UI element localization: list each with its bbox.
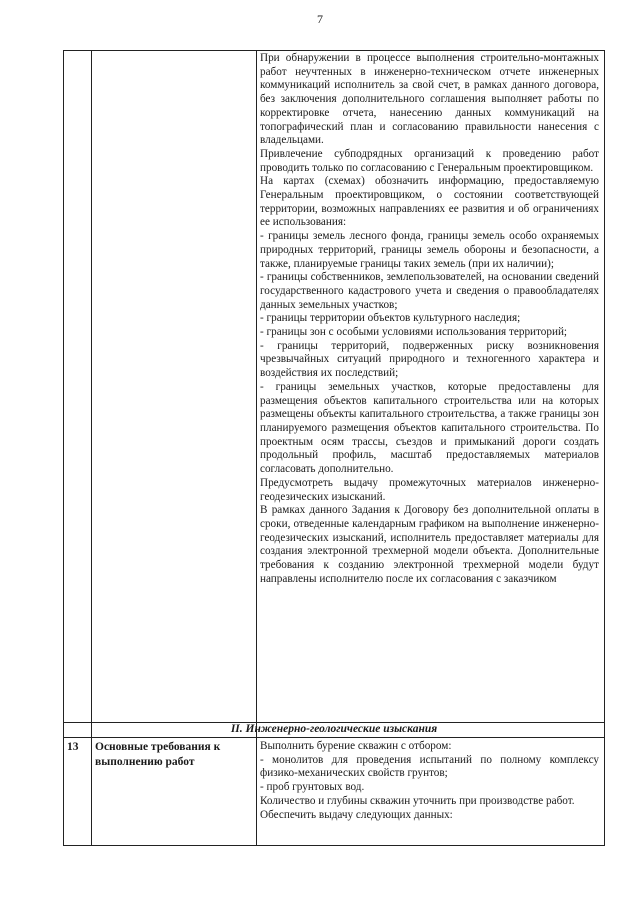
list-item: - границы земельных участков, которые предоставлены для размещения объектов капитального строительства или на которых размещены объекты капитального строительства, а также границы зон планируемого размещения объектов капитального строительства. По проектным осям трассы, съездов и примыканий дороги создать продольный профиль, масштаб предоставляемых материалов согласовать дополнительно.: [260, 380, 599, 476]
paragraph: При обнаружении в процессе выполнения строительно-монтажных работ неучтенных в инженерно-техническом отчете инженерных коммуникаций исполнитель за свой счет, в рамках данного договора, без заключения дополнительного соглашения выполняет работы по корректировке отчета, нанесению данных коммуникаций на топографический план и согласованию правильности нанесения с владельцами.: [260, 52, 599, 147]
list-item: - монолитов для проведения испытаний по полному комплексу физико-механических свойств грунтов;: [260, 753, 599, 780]
row-number: 13: [67, 741, 79, 753]
page-number: 7: [317, 12, 323, 26]
list-item: - границы собственников, землепользователей, на основании сведений государственного кадастрового учета и сведения о правообладателях данных земельных участков;: [260, 271, 599, 311]
paragraph: Привлечение субподрядных организаций к проведению работ проводить только по согласованию с Генеральным проектировщиком.: [260, 147, 599, 174]
continuation-cell: [260, 52, 599, 586]
list-item: - проб грунтовых вод.: [260, 781, 365, 794]
list-item: - границы территорий, подверженных риску возникновения чрезвычайных ситуаций природного и техногенного характера и воздействия их последствий;: [260, 339, 599, 380]
paragraph: Предусмотреть выдачу промежуточных материалов инженерно-геодезических изысканий.: [260, 476, 599, 503]
paragraph: Обеспечить выдачу следующих данных:: [260, 808, 453, 821]
paragraph: Количество и глубины скважин уточнить при производстве работ.: [260, 794, 575, 807]
row-name: Основные требования к выполнению работ: [95, 741, 221, 768]
list-item: - границы земель лесного фонда, границы земель особо охраняемых природных территорий, границы земель обороны и безопасности, а также, планируемые границы таких земель (при их наличии);: [260, 230, 599, 270]
list-item: - границы зон с особыми условиями использования территорий;: [260, 326, 568, 339]
paragraph: В рамках данного Задания к Договору без дополнительной оплаты в сроки, отведенные календарным графиком на выполнение инженерно-геодезических изысканий, исполнитель предоставляет материалы для создания электронной трехмерной модели объекта. Дополнительные требования к созданию электронной трехмерной модели будут направлены исполнителю после их согласования с заказчиком: [260, 504, 599, 585]
paragraph: На картах (схемах) обозначить информацию, предоставляемую Генеральным проектировщиком, о состоянии соответствующей территории, возможных направлениях ее развития и об ограничениях ее использования:: [260, 175, 599, 229]
requirements-table: [63, 50, 605, 846]
section-title: II. Инженерно-геологические изыскания: [230, 723, 438, 735]
list-item: - границы территории объектов культурного наследия;: [260, 312, 521, 325]
paragraph: Выполнить бурение скважин с отбором:: [260, 740, 452, 752]
row-requirements: [260, 740, 599, 822]
